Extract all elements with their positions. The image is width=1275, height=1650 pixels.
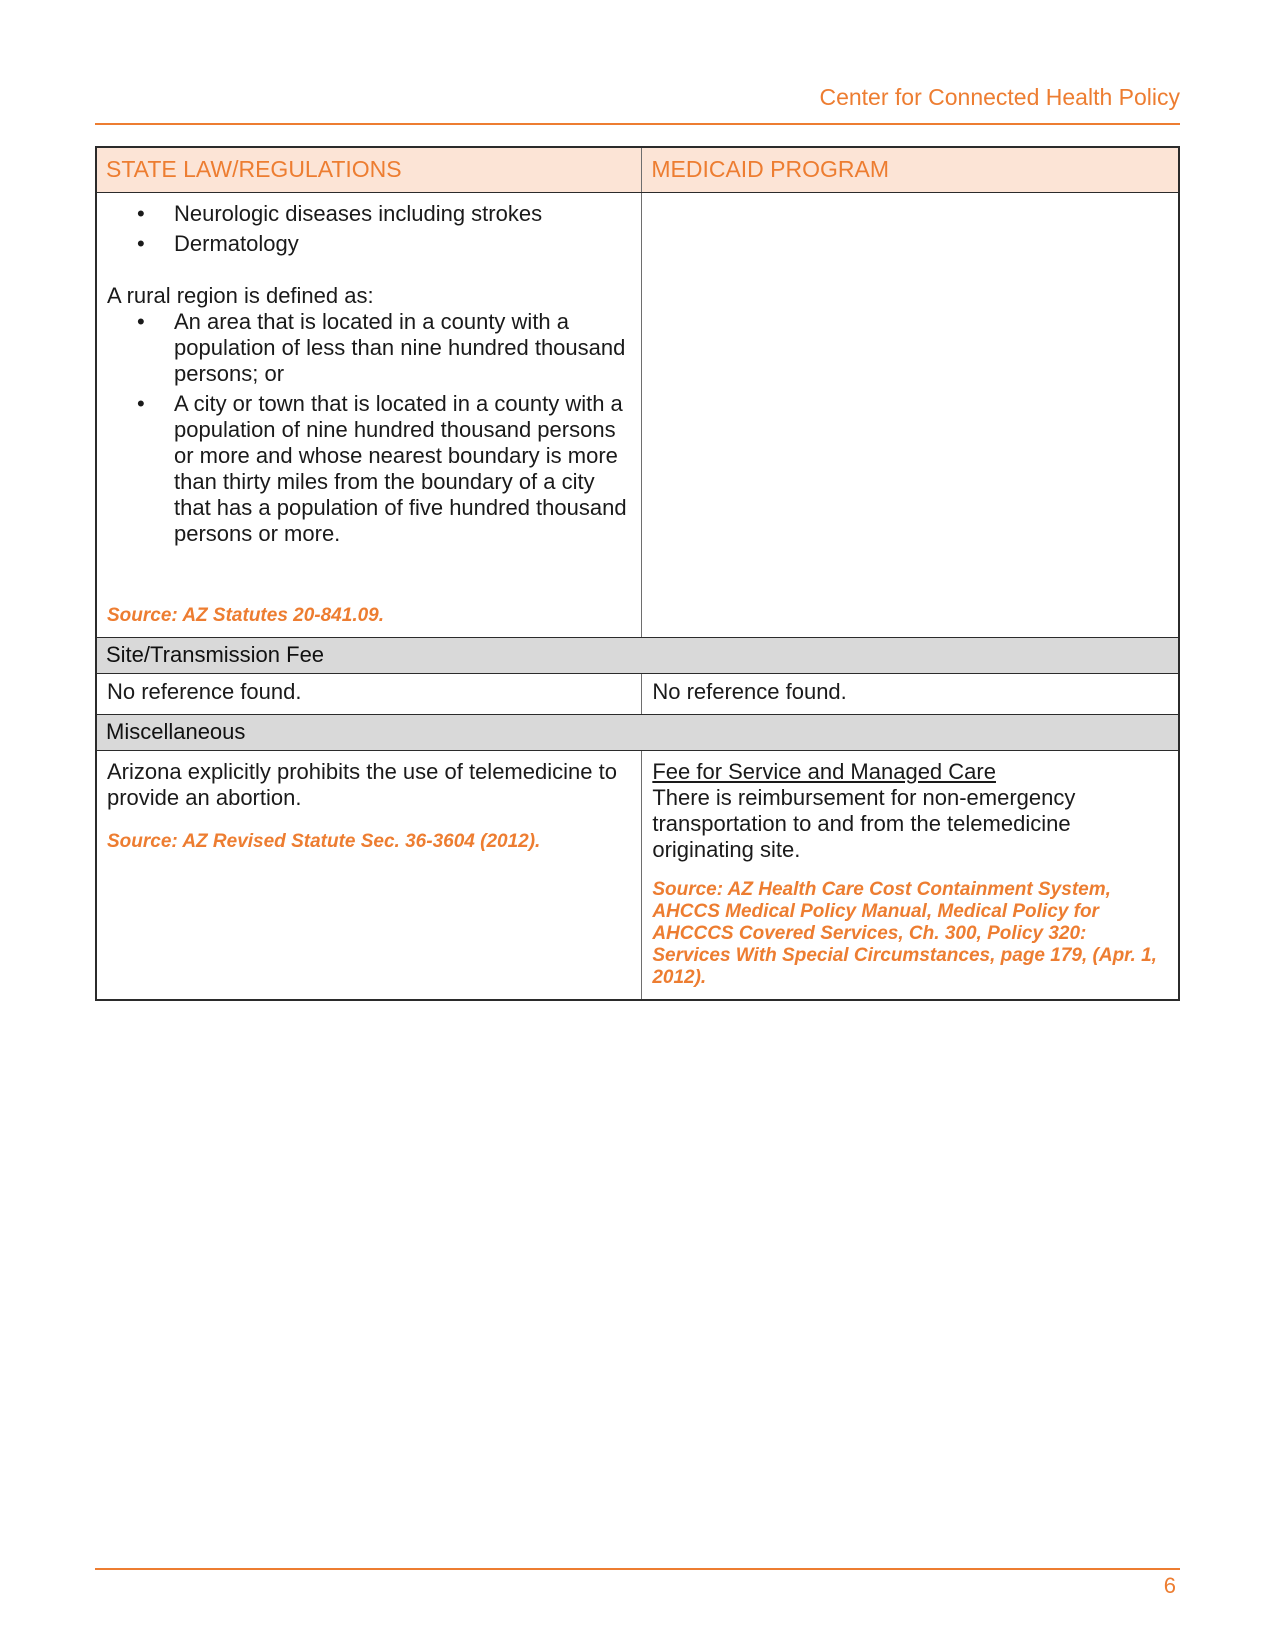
- state-law-no-reference-cell: No reference found.: [96, 674, 642, 715]
- table-row: [96, 193, 1179, 638]
- list-item: • Neurologic diseases including strokes: [107, 201, 629, 227]
- reimbursement-text: There is reimbursement for non-emergency transportation to and from the telemedicine originating site.: [652, 785, 1076, 862]
- header-title: Center for Connected Health Policy: [819, 84, 1180, 110]
- page-number: 6: [1163, 1573, 1176, 1598]
- section-header-row: [96, 715, 1179, 751]
- state-law-miscellaneous-cell: [96, 751, 642, 1001]
- medicaid-miscellaneous-cell: [642, 751, 1179, 1001]
- source-citation: Source: AZ Statutes 20-841.09.: [107, 605, 385, 626]
- page-content: [95, 146, 1180, 1001]
- rural-region-intro: A rural region is defined as:: [107, 283, 374, 308]
- page-footer: [95, 1568, 1180, 1599]
- specialty-bullet-list: [107, 201, 629, 257]
- page-header: [95, 0, 1180, 125]
- list-item: • An area that is located in a county with a population of less than nine hundred thousand persons; or: [107, 309, 629, 387]
- section-header-row: [96, 638, 1179, 674]
- fee-for-service-heading: Fee for Service and Managed Care: [652, 759, 996, 784]
- list-item: • A city or town that is located in a county with a population of nine hundred thousand persons or more and whose nearest boundary is more than thirty miles from the boundary of a city that has a population of five hundred thousand persons or more.: [107, 391, 629, 547]
- column-header-medicaid: MEDICAID PROGRAM: [642, 147, 1179, 193]
- medicaid-continuation-cell-empty: [642, 193, 1179, 638]
- source-citation: Source: AZ Health Care Cost Containment System, AHCCS Medical Policy Manual, Medical Policy for AHCCCS Covered Services, Ch. 300, Policy 320: Services With Special Circumstances, page 179, (Apr. 1, 2012).: [652, 879, 1157, 988]
- list-item: • Dermatology: [107, 231, 629, 257]
- medicaid-no-reference-cell: No reference found.: [642, 674, 1179, 715]
- section-header-miscellaneous: Miscellaneous: [96, 715, 1179, 751]
- column-header-state-law: STATE LAW/REGULATIONS: [96, 147, 642, 193]
- state-law-continuation-cell: [96, 193, 642, 638]
- table-row: [96, 674, 1179, 715]
- table-header-row: [96, 147, 1179, 193]
- section-header-site-transmission-fee: Site/Transmission Fee: [96, 638, 1179, 674]
- abortion-prohibition-text: Arizona explicitly prohibits the use of telemedicine to provide an abortion.: [107, 759, 617, 810]
- rural-region-bullet-list: [107, 309, 629, 547]
- table-row: [96, 751, 1179, 1001]
- source-citation: Source: AZ Revised Statute Sec. 36-3604 (2012).: [107, 831, 541, 852]
- policy-table: [95, 146, 1180, 1001]
